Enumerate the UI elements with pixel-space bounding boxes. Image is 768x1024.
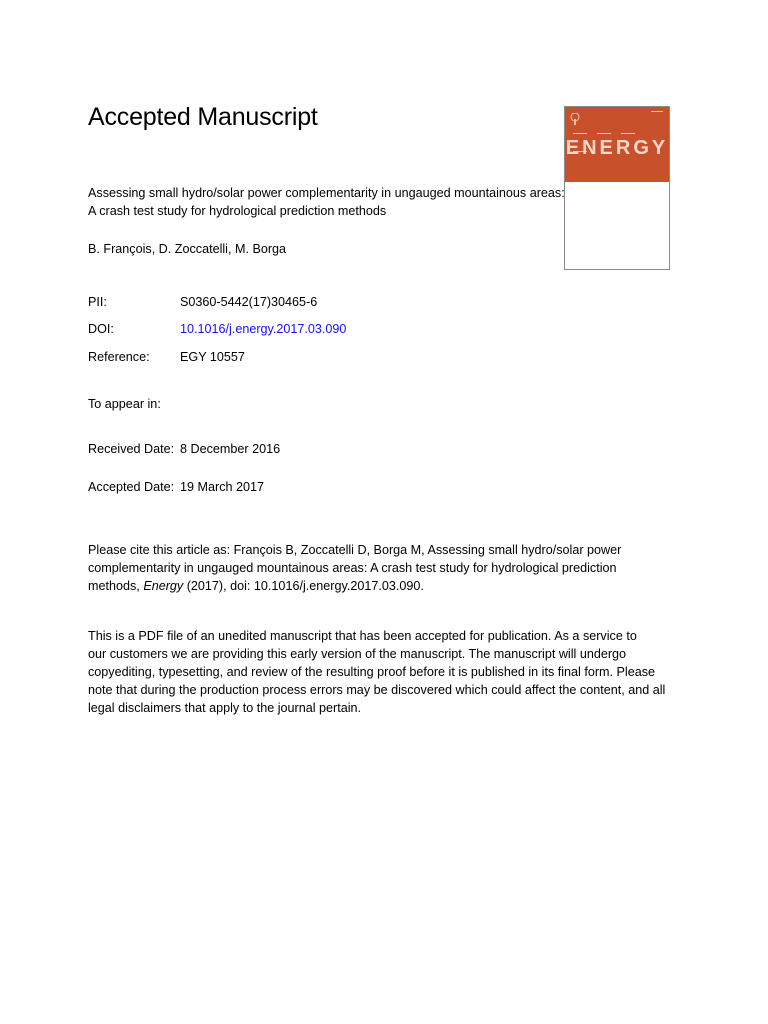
disclaimer-line: note that during the production process errors may be discovered which could affect the content, and all xyxy=(88,683,666,697)
journal-name: Energy xyxy=(143,579,184,593)
received-date-label: Received Date: xyxy=(88,442,175,456)
disclaimer-line: This is a PDF file of an unedited manuscript that has been accepted for publication. As a service to xyxy=(88,629,637,643)
article-title xyxy=(88,184,568,220)
citation-line: Please cite this article as: François B, Zoccatelli D, Borga M, Assessing small hydro/solar power xyxy=(88,543,622,557)
cover-column-rules xyxy=(573,133,663,136)
page-heading: Accepted Manuscript xyxy=(88,103,318,131)
accepted-date-label: Accepted Date: xyxy=(88,480,175,494)
cover-wordmark: ENERGY xyxy=(565,137,669,159)
title-line: A crash test study for hydrological prediction methods xyxy=(88,204,387,218)
accepted-date-value: 19 March 2017 xyxy=(180,480,265,494)
citation-line xyxy=(88,577,648,595)
disclaimer-line: our customers we are providing this early version of the manuscript. The manuscript will undergo xyxy=(88,647,627,661)
citation-prefix: methods, xyxy=(88,579,144,593)
citation-paragraph xyxy=(88,541,648,595)
elsevier-tree-icon xyxy=(570,113,580,125)
cover-band xyxy=(565,107,669,182)
cover-top-rule xyxy=(651,111,663,112)
citation-line: complementarity in ungauged mountainous areas: A crash test study for hydrological prediction xyxy=(88,561,617,575)
title-line: Assessing small hydro/solar power complementarity in ungauged mountainous areas: xyxy=(88,186,565,200)
citation-suffix: (2017), doi: 10.1016/j.energy.2017.03.090. xyxy=(183,579,424,593)
disclaimer-line: copyediting, typesetting, and review of the resulting proof before it is published in its final form. Please xyxy=(88,665,656,679)
journal-cover-image xyxy=(564,106,670,270)
doi-link[interactable]: 10.1016/j.energy.2017.03.090 xyxy=(180,322,347,336)
disclaimer-line: legal disclaimers that apply to the journal pertain. xyxy=(88,701,362,715)
received-date-value: 8 December 2016 xyxy=(180,442,281,456)
pii-value: S0360-5442(17)30465-6 xyxy=(180,295,318,309)
doi-label: DOI: xyxy=(88,322,114,336)
reference-value: EGY 10557 xyxy=(180,350,245,364)
author-list: B. François, D. Zoccatelli, M. Borga xyxy=(88,242,287,256)
reference-label: Reference: xyxy=(88,350,150,364)
pii-label: PII: xyxy=(88,295,107,309)
disclaimer-paragraph xyxy=(88,627,688,717)
appear-in-label: To appear in: xyxy=(88,397,161,411)
